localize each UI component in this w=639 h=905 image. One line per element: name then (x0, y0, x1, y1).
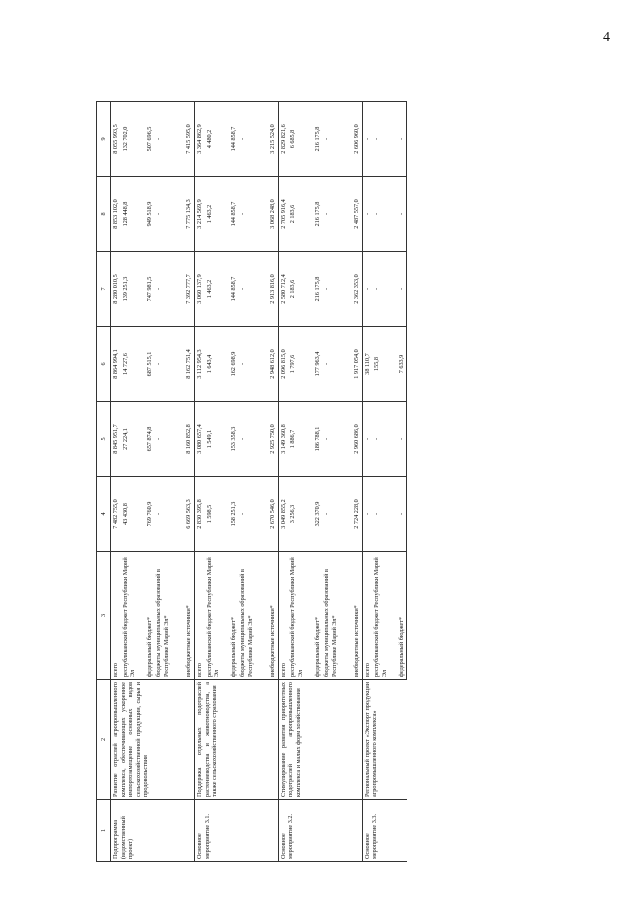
amount-cell: - (322, 402, 352, 477)
funding-source-cell: федеральный бюджет* (145, 552, 155, 680)
amount-cell: - (238, 477, 268, 552)
table-row (362, 102, 372, 862)
amount-cell: 3 364 862,9 (194, 102, 204, 177)
amount-cell: 144 858,7 (229, 177, 239, 252)
amount-cell: 8 280 010,5 (111, 252, 121, 327)
amount-cell: - (238, 252, 268, 327)
amount-cell: 322 370,9 (313, 477, 323, 552)
column-header: 3 (97, 552, 111, 680)
amount-cell: 162 698,9 (229, 327, 239, 402)
funding-source-cell: республиканский бюджет Республики Марий Эл (121, 552, 145, 680)
amount-cell: 3 068 248,0 (268, 177, 278, 252)
amount-cell: 2 183,6 (288, 177, 312, 252)
funding-source-cell: внебюджетные источники* (352, 552, 362, 680)
amount-cell: 158 251,3 (229, 477, 239, 552)
amount-cell: 2 183,6 (288, 252, 312, 327)
funding-source-cell: бюджеты муниципальных образований в Республике Марий Эл* (154, 552, 184, 680)
measure-name-cell: Стимулирование развития приоритетных подотраслей агропромышленного комплекса и малых форм хозяйствования (278, 680, 362, 800)
amount-cell: 43 430,8 (121, 477, 145, 552)
program-cell: Подпрограмма (ведомственный проект) (111, 800, 195, 862)
amount-cell: 687 515,1 (145, 327, 155, 402)
column-header: 4 (97, 477, 111, 552)
funding-source-cell: республиканский бюджет Республики Марий Эл (372, 552, 396, 680)
funding-table (96, 101, 407, 862)
amount-cell: 186 788,1 (313, 402, 323, 477)
amount-cell: 216 175,8 (313, 252, 323, 327)
amount-cell: - (154, 177, 184, 252)
amount-cell: 3 060 137,9 (194, 252, 204, 327)
amount-cell: 14 727,6 (121, 327, 145, 402)
amount-cell: 657 874,8 (145, 402, 155, 477)
amount-cell: 2 580 712,4 (278, 252, 288, 327)
amount-cell: - (322, 327, 352, 402)
amount-cell: 3 149 360,8 (278, 402, 288, 477)
amount-cell: 2 829 821,6 (278, 102, 288, 177)
amount-cell: - (372, 252, 396, 327)
amount-cell: 3 215 524,0 (268, 102, 278, 177)
amount-cell: - (372, 477, 396, 552)
amount-cell: 2 670 546,0 (268, 477, 278, 552)
amount-cell: 2 606 960,0 (352, 102, 362, 177)
amount-cell: - (322, 177, 352, 252)
table-row (278, 102, 288, 862)
funding-source-cell: всего (362, 552, 372, 680)
amount-cell: 1 886,7 (288, 402, 312, 477)
amount-cell: 4 480,2 (205, 102, 229, 177)
amount-cell: 1 549,1 (205, 402, 229, 477)
amount-cell: 1 643,4 (205, 327, 229, 402)
amount-cell: 2 948 612,0 (268, 327, 278, 402)
amount-cell: 2 925 750,0 (268, 402, 278, 477)
amount-cell: 747 981,5 (145, 252, 155, 327)
column-header: 8 (97, 177, 111, 252)
table-body (111, 102, 407, 862)
amount-cell: - (362, 402, 372, 477)
funding-source-cell: бюджеты муниципальных образований в Республике Марий Эл* (322, 552, 352, 680)
amount-cell: 177 963,4 (313, 327, 323, 402)
rotated-table-container (96, 102, 598, 862)
column-header: 9 (97, 102, 111, 177)
amount-cell: - (362, 477, 372, 552)
amount-cell: - (397, 402, 407, 477)
funding-source-cell: бюджеты муниципальных образований в Республике Марий Эл* (238, 552, 268, 680)
column-header: 5 (97, 402, 111, 477)
amount-cell: - (154, 402, 184, 477)
amount-cell: 155,8 (372, 327, 396, 402)
amount-cell: - (397, 252, 407, 327)
amount-cell: - (397, 477, 407, 552)
amount-cell: 6 685,8 (288, 102, 312, 177)
amount-cell: 1 797,6 (288, 327, 312, 402)
amount-cell: 132 702,0 (121, 102, 145, 177)
amount-cell: 8 055 993,5 (111, 102, 121, 177)
column-header: 6 (97, 327, 111, 402)
amount-cell: 2 724 228,0 (352, 477, 362, 552)
amount-cell: - (154, 102, 184, 177)
amount-cell: 1 463,2 (205, 252, 229, 327)
funding-source-cell: республиканский бюджет Республики Марий Эл (205, 552, 229, 680)
funding-source-cell: всего (278, 552, 288, 680)
header-row (97, 102, 111, 862)
funding-source-cell: федеральный бюджет* (313, 552, 323, 680)
amount-cell: 216 175,8 (313, 177, 323, 252)
measure-name-cell: Региональный проект «Экспорт продукции агропромышленного комплекса» (362, 680, 406, 800)
amount-cell: 7 482 755,0 (111, 477, 121, 552)
amount-cell: - (372, 402, 396, 477)
amount-cell: - (362, 177, 372, 252)
amount-cell: 139 251,3 (121, 252, 145, 327)
amount-cell: 8 160 852,8 (184, 402, 194, 477)
amount-cell: 2 913 816,0 (268, 252, 278, 327)
amount-cell: - (238, 177, 268, 252)
amount-cell: - (238, 402, 268, 477)
amount-cell: 7 392 777,7 (184, 252, 194, 327)
amount-cell: 2 362 353,0 (352, 252, 362, 327)
amount-cell: 3 049 855,2 (278, 477, 288, 552)
amount-cell: - (362, 102, 372, 177)
amount-cell: 128 448,8 (121, 177, 145, 252)
amount-cell: 507 696,5 (145, 102, 155, 177)
amount-cell: 2 096 815,0 (278, 327, 288, 402)
measure-name-cell: Развитие отраслей агропромышленного комплекса, обеспечивающих ускоренное импортозамещение основных видов сельскохозяйственной продукции, сырья и продовольствия (111, 680, 195, 800)
amount-cell: - (322, 477, 352, 552)
amount-cell: 1 598,5 (205, 477, 229, 552)
program-cell: Основное мероприятие 3.1. (194, 800, 278, 862)
amount-cell: - (372, 177, 396, 252)
amount-cell: 8 845 951,7 (111, 402, 121, 477)
amount-cell: - (154, 252, 184, 327)
amount-cell: 27 224,1 (121, 402, 145, 477)
amount-cell: - (397, 177, 407, 252)
measure-name-cell: Поддержка отдельных подотраслей растениеводства и животноводства, а также сельскохозяйственного страхования (194, 680, 278, 800)
amount-cell: 38 110,7 (362, 327, 372, 402)
table-row (194, 102, 204, 862)
amount-cell: - (154, 477, 184, 552)
amount-cell: 8 162 751,4 (184, 327, 194, 402)
amount-cell: - (322, 102, 352, 177)
amount-cell: 2 487 557,0 (352, 177, 362, 252)
amount-cell: 2 705 916,4 (278, 177, 288, 252)
amount-cell: 153 358,3 (229, 402, 239, 477)
amount-cell: - (362, 252, 372, 327)
amount-cell: - (397, 102, 407, 177)
funding-source-cell: всего (111, 552, 121, 680)
amount-cell: 2 960 686,0 (352, 402, 362, 477)
amount-cell: 3 112 954,3 (194, 327, 204, 402)
column-header: 1 (97, 800, 111, 862)
amount-cell: 7 775 134,3 (184, 177, 194, 252)
amount-cell: 6 669 563,3 (184, 477, 194, 552)
funding-source-cell: внебюджетные источники* (184, 552, 194, 680)
amount-cell: 8 864 994,1 (111, 327, 121, 402)
funding-source-cell: внебюджетные источники* (268, 552, 278, 680)
page-number: 4 (603, 30, 610, 45)
amount-cell: - (322, 252, 352, 327)
amount-cell: 144 858,7 (229, 252, 239, 327)
amount-cell: 1 463,2 (205, 177, 229, 252)
funding-source-cell: федеральный бюджет* (229, 552, 239, 680)
amount-cell: - (238, 327, 268, 402)
column-header: 2 (97, 680, 111, 800)
funding-source-cell: всего (194, 552, 204, 680)
amount-cell: 949 518,9 (145, 177, 155, 252)
column-header: 7 (97, 252, 111, 327)
table-row (111, 102, 121, 862)
amount-cell: - (154, 327, 184, 402)
funding-source-cell: федеральный бюджет* (397, 552, 407, 680)
amount-cell: 144 858,7 (229, 102, 239, 177)
program-cell: Основное мероприятие 3.3. (362, 800, 406, 862)
amount-cell: 7 633,9 (397, 327, 407, 402)
amount-cell: 1 917 054,0 (352, 327, 362, 402)
amount-cell: 3 256,3 (288, 477, 312, 552)
amount-cell: 216 175,8 (313, 102, 323, 177)
amount-cell: - (238, 102, 268, 177)
amount-cell: 3 080 657,4 (194, 402, 204, 477)
amount-cell: 7 415 595,0 (184, 102, 194, 177)
amount-cell: 2 830 395,8 (194, 477, 204, 552)
amount-cell: 8 853 102,0 (111, 177, 121, 252)
program-cell: Основное мероприятие 3.2. (278, 800, 362, 862)
amount-cell: 769 760,9 (145, 477, 155, 552)
funding-source-cell: республиканский бюджет Республики Марий Эл (288, 552, 312, 680)
amount-cell: - (372, 102, 396, 177)
amount-cell: 3 214 569,9 (194, 177, 204, 252)
